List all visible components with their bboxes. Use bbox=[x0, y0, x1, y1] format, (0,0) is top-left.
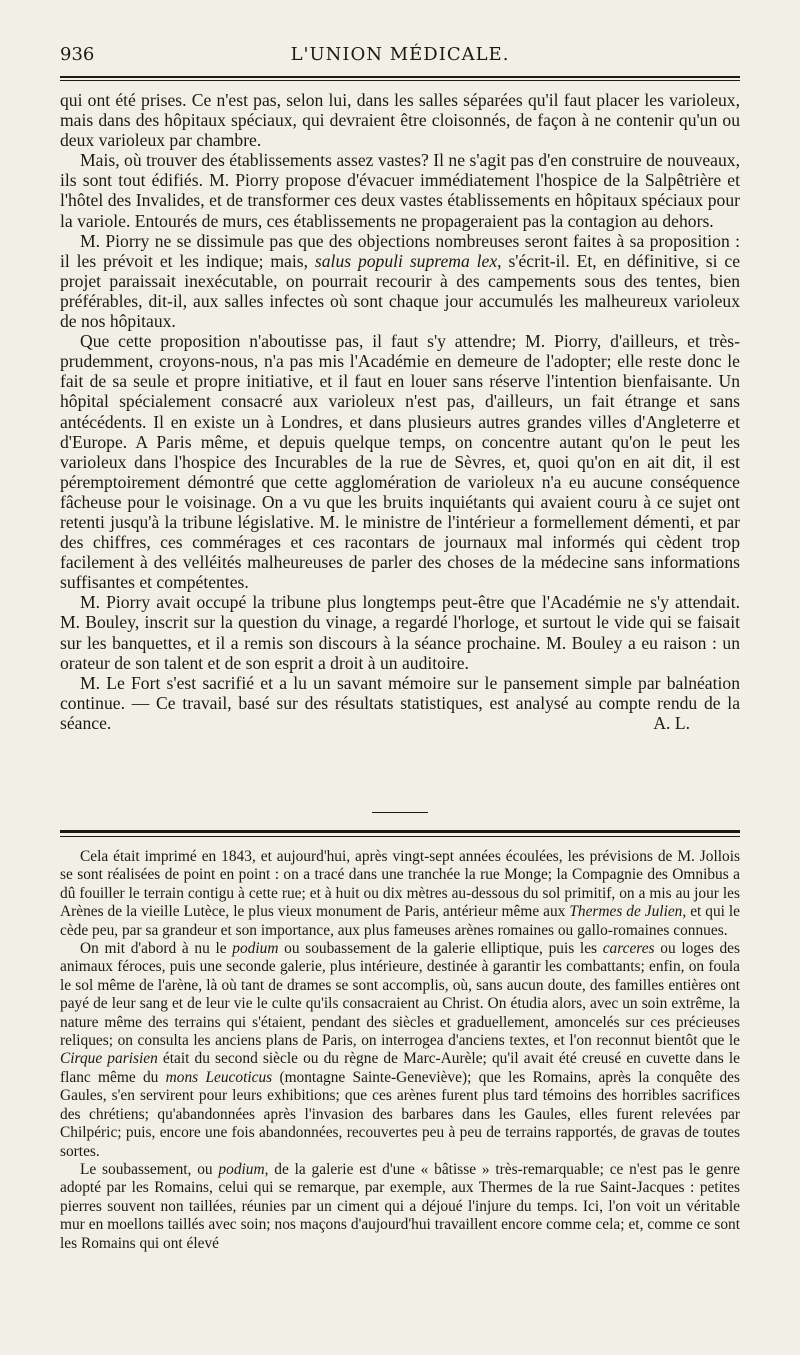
page-number: 936 bbox=[60, 44, 95, 65]
footnote-paragraph: On mit d'abord à nu le podium ou soubassement de la galerie elliptique, puis les carceres ou loges des animaux féroces, puis une seconde galerie, plus intérieure, destinée à garantir les combattants; enfin, on foula le sol même de l'arène, là où tant de drames se sont accomplis, où, sans aucun doute, des familles entières ont payé de leur sang et de leur vie le culte qu'ils consacraient au Christ. On étudia alors, avec un soin extrême, la nature même des terrains qui s'étaient, pendant des siècles et graduellement, amoncelés sur ces précieuses reliques; on consulta les anciens plans de Paris, on interrogea d'anciens textes, et l'on reconnut bientôt que le Cirque parisien était du second siècle ou du règne de Marc-Aurèle; qu'il avait été creusé en cuvette dans le flanc même du mons Leucoticus (montagne Sainte-Geneviève); que les Romains, après la conquête des Gaules, s'en servirent pour leurs exhibitions; que ces arènes furent plus tard témoins des horribles sacrifices des chrétiens; qu'abandonnées après l'invasion des barbares dans les Gaules, elles furent relevées par Chilpéric; puis, encore une fois abandonnées, recouvertes peu à peu de terrains rapportés, de gravas de toutes sortes. bbox=[60, 940, 740, 1160]
header-rule bbox=[60, 76, 740, 81]
paragraph: Que cette proposition n'aboutisse pas, il faut s'y attendre; M. Piorry, d'ailleurs, et très-prudemment, croyons-nous, n'a pas mis l'Académie en demeure de l'adopter; elle reste donc le fait de sa seule et propre initiative, et il faut en louer sans réserve l'intention bienfaisante. Un hôpital spécialement consacré aux varioleux n'est pas, d'ailleurs, un fait étrange et sans antécédents. Il en existe un à Londres, et dans plusieurs autres grandes villes d'Angleterre et d'Europe. A Paris même, et depuis quelque temps, on concentre autant qu'on le peut les varioleux dans l'hospice des Incurables de la rue de Sèvres, et, quoi qu'on en ait dit, il est péremptoirement démontré que cette agglomération de varioleux n'a eu aucune conséquence fâcheuse pour le voisinage. On a vu que les bruits inquiétants qui avaient couru à ce sujet ont retenti jusqu'à la tribune législative. M. le ministre de l'intérieur a formellement démenti, et par des chiffres, ces commérages et ces racontars de journaux mal informés qui cèdent trop facilement à des velléités malheureuses de parler des choses de la médecine sans informations suffisantes et compétentes. bbox=[60, 331, 740, 593]
page-header bbox=[60, 42, 740, 72]
footnote-paragraph: Le soubassement, ou podium, de la galerie est d'une « bâtisse » très-remarquable; ce n'est pas le genre adopté par les Romains, celui qui se remarque, par exemple, aux Thermes de la rue Saint-Jacques : petites pierres souvent non taillées, réunies par un ciment qui a déjoué l'injure du temps. Ici, l'on voit un véritable mur en moellons taillés avec soin; nos maçons d'aujourd'hui travaillent encore comme cela; et, comme ce sont les Romains qui ont élevé bbox=[60, 1160, 740, 1252]
author-signature: A. L. bbox=[653, 712, 690, 733]
paragraph: M. Piorry avait occupé la tribune plus longtemps peut-être que l'Académie ne s'y attendait. M. Bouley, inscrit sur la question du vinage, a regardé l'horloge, et surtout le vide qui se faisait sur les banquettes, et il a remis son discours à la séance prochaine. M. Bouley a eu raison : un orateur de son talent et de son esprit a droit à un auditoire. bbox=[60, 592, 740, 673]
footnote-paragraph: Cela était imprimé en 1843, et aujourd'hui, après vingt-sept années écoulées, les prévisions de M. Jollois se sont réalisées de point en point : on a tracé dans une tranchée la rue Monge; la Compagnie des Omnibus a dû fouiller le terrain contigu à cette rue; et à huit ou dix mètres au-dessous du sol primitif, on a mis au jour les Arènes de la vieille Lutèce, le plus vieux monument de Paris, antérieur même aux Thermes de Julien, et qui le cède peu, par sa grandeur et son importance, aux plus fameuses arènes romaines ou gallo-romaines connues. bbox=[60, 848, 741, 939]
paragraph: M. Le Fort s'est sacrifié et a lu un savant mémoire sur le pansement simple par balnéation continue. — Ce travail, basé sur des résultats statistiques, est analysé au compte rendu de la séance. A. L. bbox=[60, 672, 740, 733]
paragraph: M. Piorry ne se dissimule pas que des objections nombreuses seront faites à sa proposition : il les prévoit et les indique; mais, salus populi suprema lex, s'écrit-il. Et, en définitive, si ce projet paraissait inexécutable, on pourrait recourir à des campements sous des tentes, bien préférables, dit-il, aux salles infectes où sont chaque jour accumulés les malheureux varioleux de nos hôpitaux. bbox=[60, 230, 741, 332]
article-body bbox=[60, 90, 740, 733]
section-divider bbox=[372, 812, 428, 813]
paragraph: Mais, où trouver des établissements assez vastes? Il ne s'agit pas d'en construire de nouveaux, ils sont tout édifiés. M. Piorry propose d'évacuer immédiatement l'hospice de la Salpêtrière et l'hôtel des Invalides, et de transformer ces deux vastes établissements en hôpitaux spéciaux pour la variole. Entourés de murs, ces établissements ne propageraient pas la contagion au dehors. bbox=[60, 150, 740, 231]
footnote-section bbox=[60, 848, 740, 1253]
paragraph: qui ont été prises. Ce n'est pas, selon lui, dans les salles séparées qu'il faut placer les varioleux, mais dans des hôpitaux spéciaux, qui devraient être cloisonnés, de façon à ne contenir qu'un ou deux varioleux par chambre. bbox=[60, 90, 740, 151]
latin-quote: salus populi suprema lex bbox=[314, 250, 498, 271]
footnote-rule bbox=[60, 830, 740, 837]
journal-title: L'UNION MÉDICALE. bbox=[290, 44, 510, 65]
